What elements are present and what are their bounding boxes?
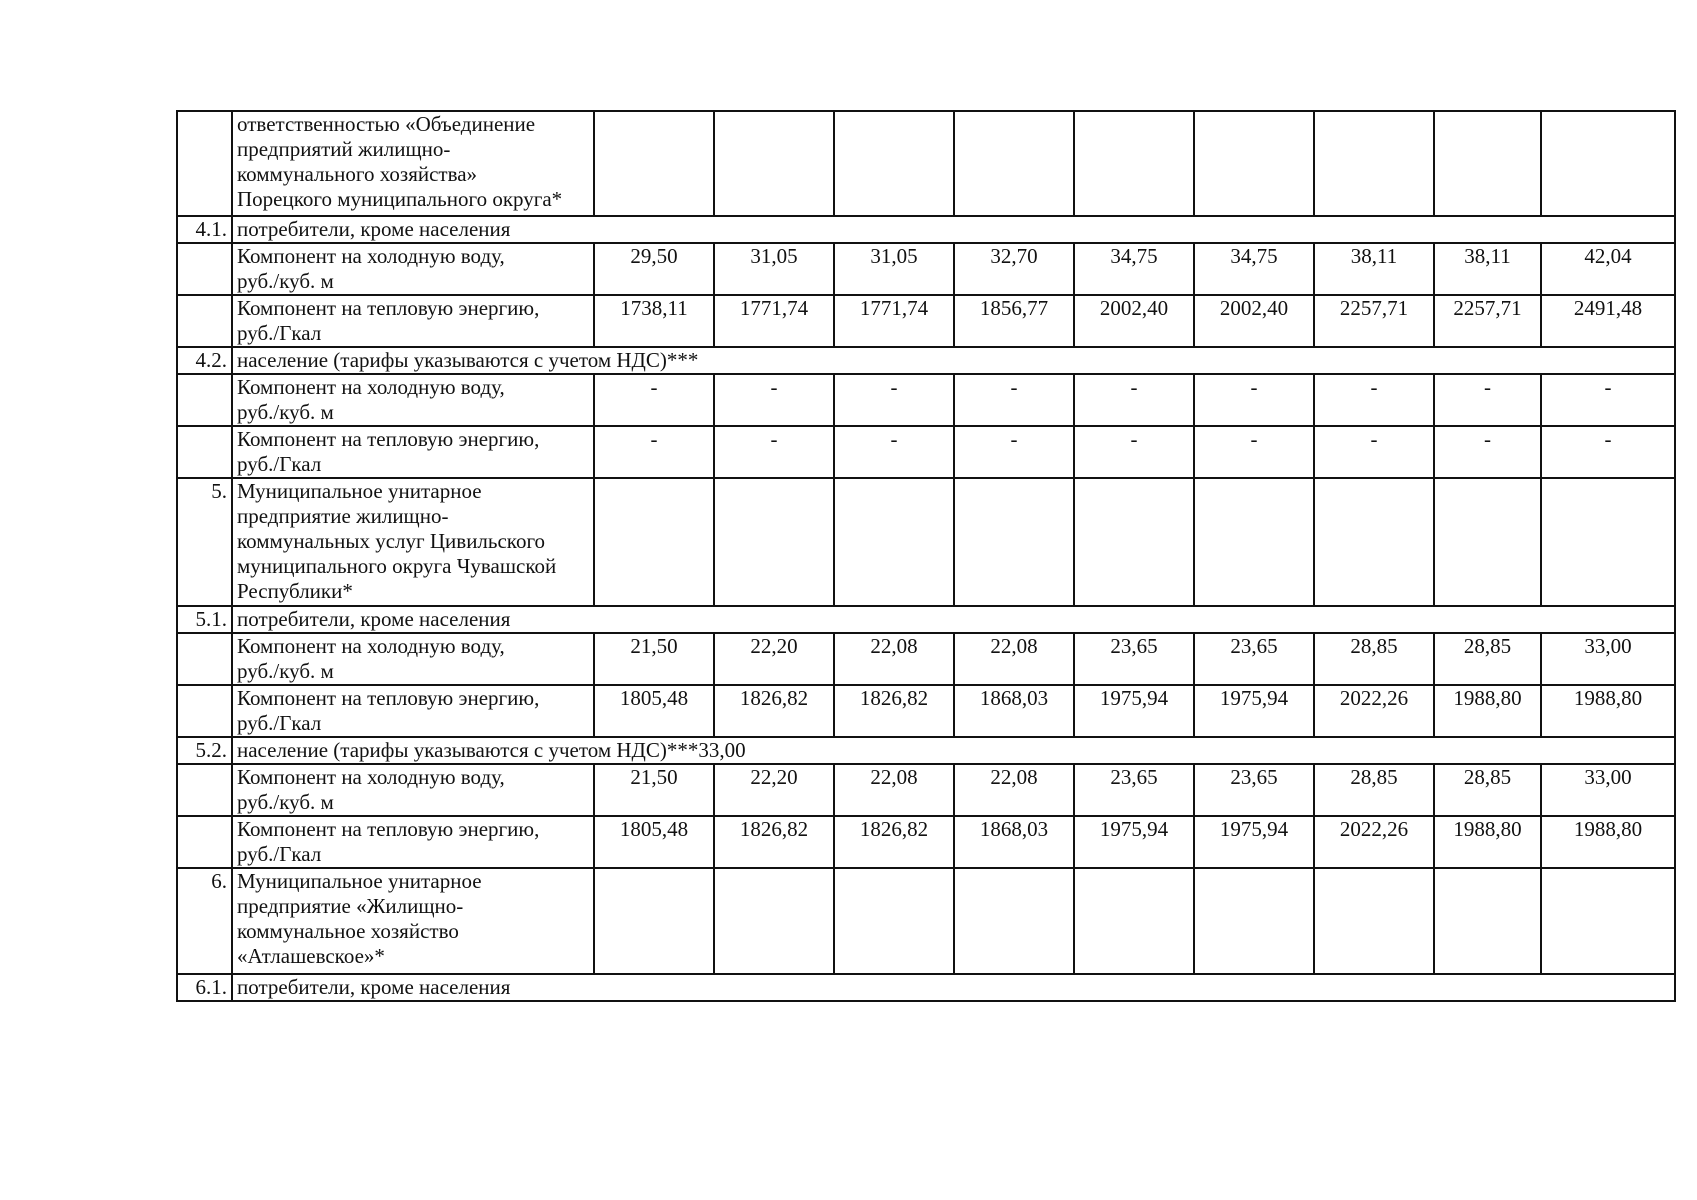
row-number [177, 374, 232, 426]
tariff-value-cell: 28,85 [1314, 633, 1434, 685]
tariff-value-cell: 22,08 [834, 633, 954, 685]
tariff-value-cell [594, 868, 714, 974]
tariff-value-cell: 2257,71 [1314, 295, 1434, 347]
tariff-value-cell: 31,05 [834, 243, 954, 295]
table-row [177, 111, 1675, 216]
tariff-value-cell: 22,08 [954, 764, 1074, 816]
consumer-group-label: население (тарифы указываются с учетом НДС)***33,00 [232, 737, 1675, 764]
tariff-value-cell: 1738,11 [594, 295, 714, 347]
tariff-value-cell [714, 478, 834, 606]
table-row [177, 816, 1675, 868]
tariff-value-cell: 1771,74 [714, 295, 834, 347]
row-number: 5.2. [177, 737, 232, 764]
tariff-value-cell [954, 111, 1074, 216]
consumer-group-label: потребители, кроме населения [232, 216, 1675, 243]
tariff-value-cell [1314, 111, 1434, 216]
tariff-value-cell: - [1434, 426, 1541, 478]
tariff-value-cell: 1771,74 [834, 295, 954, 347]
tariff-value-cell [1541, 478, 1675, 606]
tariff-value-cell [1541, 868, 1675, 974]
tariff-value-cell: 2022,26 [1314, 685, 1434, 737]
tariff-value-cell [1074, 478, 1194, 606]
tariff-value-cell: 22,08 [954, 633, 1074, 685]
tariff-value-cell: 22,20 [714, 764, 834, 816]
tariff-value-cell [714, 111, 834, 216]
tariff-value-cell: 29,50 [594, 243, 714, 295]
tariff-value-cell [1074, 868, 1194, 974]
tariff-value-cell: 1988,80 [1541, 685, 1675, 737]
tariff-value-cell: 2002,40 [1194, 295, 1314, 347]
tariff-value-cell: - [714, 426, 834, 478]
tariff-value-cell: 22,20 [714, 633, 834, 685]
row-number [177, 764, 232, 816]
tariff-value-cell: 33,00 [1541, 633, 1675, 685]
tariff-value-cell: 1805,48 [594, 816, 714, 868]
tariff-value-cell: 34,75 [1074, 243, 1194, 295]
tariff-value-cell [834, 868, 954, 974]
tariff-value-cell: 28,85 [1434, 633, 1541, 685]
tariff-value-cell: 1826,82 [714, 685, 834, 737]
consumer-group-label: потребители, кроме населения [232, 974, 1675, 1001]
table-row [177, 243, 1675, 295]
tariff-value-cell: - [834, 374, 954, 426]
tariff-value-cell: 1868,03 [954, 816, 1074, 868]
table-row [177, 633, 1675, 685]
consumer-group-label: население (тарифы указываются с учетом НДС)*** [232, 347, 1675, 374]
organization-name: Муниципальное унитарное предприятие «Жилищно- коммунальное хозяйство «Атлашевское»* [232, 868, 594, 974]
tariff-value-cell [1194, 478, 1314, 606]
tariff-value-cell: 1975,94 [1194, 685, 1314, 737]
tariff-table-body [177, 111, 1675, 1001]
tariff-value-cell [954, 478, 1074, 606]
tariff-value-cell [1434, 111, 1541, 216]
tariff-value-cell: - [594, 374, 714, 426]
tariff-value-cell [834, 111, 954, 216]
row-number [177, 426, 232, 478]
consumer-group-label: потребители, кроме населения [232, 606, 1675, 633]
tariff-value-cell: 22,08 [834, 764, 954, 816]
tariff-value-cell [714, 868, 834, 974]
row-number: 5. [177, 478, 232, 606]
organization-name: ответственностью «Объединение предприятий жилищно- коммунального хозяйства» Порецкого муниципального округа* [232, 111, 594, 216]
tariff-value-cell [1194, 111, 1314, 216]
tariff-value-cell: - [1314, 426, 1434, 478]
tariff-value-cell: 1988,80 [1541, 816, 1675, 868]
component-label: Компонент на холодную воду, руб./куб. м [232, 374, 594, 426]
tariff-value-cell: - [1194, 426, 1314, 478]
tariff-value-cell: 23,65 [1194, 764, 1314, 816]
tariff-value-cell: - [1194, 374, 1314, 426]
tariff-value-cell: - [834, 426, 954, 478]
tariff-value-cell: 38,11 [1434, 243, 1541, 295]
tariff-value-cell: - [1074, 426, 1194, 478]
tariff-table [176, 110, 1676, 1002]
tariff-value-cell: 1975,94 [1194, 816, 1314, 868]
tariff-value-cell: 21,50 [594, 764, 714, 816]
tariff-value-cell [1541, 111, 1675, 216]
tariff-value-cell: 1856,77 [954, 295, 1074, 347]
tariff-value-cell: 32,70 [954, 243, 1074, 295]
row-number [177, 111, 232, 216]
table-row [177, 478, 1675, 606]
tariff-value-cell: 1975,94 [1074, 685, 1194, 737]
row-number: 4.2. [177, 347, 232, 374]
row-number [177, 295, 232, 347]
tariff-value-cell: 1988,80 [1434, 685, 1541, 737]
table-row [177, 764, 1675, 816]
tariff-value-cell: 1826,82 [834, 685, 954, 737]
tariff-value-cell: - [954, 426, 1074, 478]
tariff-value-cell: 23,65 [1194, 633, 1314, 685]
tariff-value-cell: 1868,03 [954, 685, 1074, 737]
tariff-value-cell: 2491,48 [1541, 295, 1675, 347]
row-number: 4.1. [177, 216, 232, 243]
component-label: Компонент на тепловую энергию, руб./Гкал [232, 426, 594, 478]
table-row [177, 295, 1675, 347]
tariff-value-cell: - [1074, 374, 1194, 426]
component-label: Компонент на холодную воду, руб./куб. м [232, 243, 594, 295]
table-row [177, 216, 1675, 243]
table-row [177, 374, 1675, 426]
table-row [177, 868, 1675, 974]
row-number: 5.1. [177, 606, 232, 633]
tariff-value-cell: 1805,48 [594, 685, 714, 737]
tariff-value-cell [954, 868, 1074, 974]
tariff-value-cell: 1826,82 [834, 816, 954, 868]
tariff-value-cell [1074, 111, 1194, 216]
tariff-value-cell: - [1314, 374, 1434, 426]
row-number [177, 816, 232, 868]
tariff-value-cell: 33,00 [1541, 764, 1675, 816]
tariff-value-cell: - [714, 374, 834, 426]
tariff-value-cell: 23,65 [1074, 633, 1194, 685]
tariff-value-cell: 42,04 [1541, 243, 1675, 295]
table-row [177, 974, 1675, 1001]
tariff-value-cell: - [1541, 374, 1675, 426]
tariff-value-cell: 38,11 [1314, 243, 1434, 295]
tariff-value-cell [1194, 868, 1314, 974]
table-row [177, 347, 1675, 374]
table-row [177, 606, 1675, 633]
tariff-value-cell: 2002,40 [1074, 295, 1194, 347]
tariff-value-cell [1314, 868, 1434, 974]
tariff-value-cell [594, 478, 714, 606]
component-label: Компонент на тепловую энергию, руб./Гкал [232, 685, 594, 737]
tariff-value-cell: - [594, 426, 714, 478]
tariff-value-cell: 1988,80 [1434, 816, 1541, 868]
tariff-value-cell: 28,85 [1314, 764, 1434, 816]
tariff-value-cell: 2257,71 [1434, 295, 1541, 347]
organization-name: Муниципальное унитарное предприятие жилищно- коммунальных услуг Цивильского муниципального округа Чувашской Республики* [232, 478, 594, 606]
row-number [177, 243, 232, 295]
row-number [177, 633, 232, 685]
tariff-value-cell [594, 111, 714, 216]
row-number [177, 685, 232, 737]
tariff-value-cell: - [1541, 426, 1675, 478]
tariff-value-cell: 23,65 [1074, 764, 1194, 816]
tariff-value-cell: 28,85 [1434, 764, 1541, 816]
row-number: 6.1. [177, 974, 232, 1001]
tariff-value-cell: 34,75 [1194, 243, 1314, 295]
tariff-value-cell: - [1434, 374, 1541, 426]
tariff-value-cell [1434, 478, 1541, 606]
component-label: Компонент на холодную воду, руб./куб. м [232, 764, 594, 816]
table-row [177, 685, 1675, 737]
tariff-value-cell: 21,50 [594, 633, 714, 685]
table-row [177, 737, 1675, 764]
tariff-value-cell [1434, 868, 1541, 974]
tariff-value-cell: - [954, 374, 1074, 426]
tariff-value-cell: 1826,82 [714, 816, 834, 868]
tariff-value-cell [1314, 478, 1434, 606]
table-row [177, 426, 1675, 478]
tariff-value-cell [834, 478, 954, 606]
row-number: 6. [177, 868, 232, 974]
tariff-value-cell: 1975,94 [1074, 816, 1194, 868]
component-label: Компонент на тепловую энергию, руб./Гкал [232, 816, 594, 868]
tariff-value-cell: 2022,26 [1314, 816, 1434, 868]
component-label: Компонент на холодную воду, руб./куб. м [232, 633, 594, 685]
component-label: Компонент на тепловую энергию, руб./Гкал [232, 295, 594, 347]
tariff-value-cell: 31,05 [714, 243, 834, 295]
